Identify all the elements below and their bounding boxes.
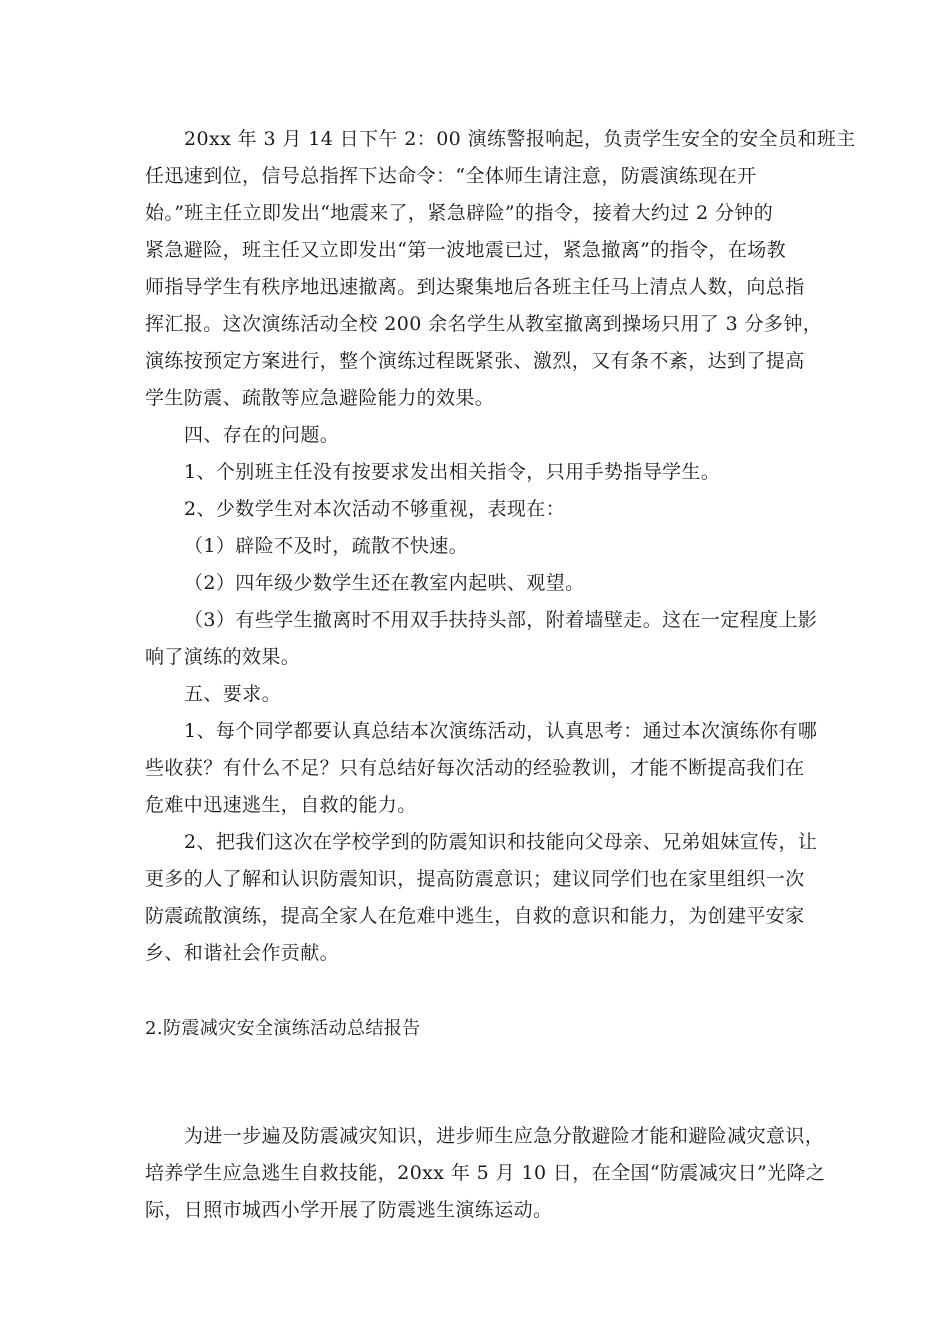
body-line: 防震疏散演练，提高全家人在危难中逃生，自救的意识和能力，为创建平安家 [145, 905, 805, 927]
body-line: 任迅速到位，信号总指挥下达命令：“全体师生请注意，防震演练现在开 [145, 165, 757, 187]
body-line: 挥汇报。这次演练活动全校 200 余名学生从教室撤离到操场只用了 3 分多钟， [145, 313, 823, 335]
requirement-item: 1、每个同学都要认真总结本次演练活动，认真思考：通过本次演练你有哪 [184, 720, 818, 742]
body-line: 始。”班主任立即发出“地震来了，紧急辟险”的指令，接着大约过 2 分钟的 [145, 202, 774, 224]
requirement-item: 2、把我们这次在学校学到的防震知识和技能向父母亲、兄弟姐妹宣传，让 [184, 831, 818, 853]
intro-line: 培养学生应急逃生自救技能，20xx 年 5 月 10 日，在全国“防震减灾日”光降之 [145, 1162, 826, 1184]
intro-line: 为进一步遍及防震减灾知识，进步师生应急分散避险才能和避险减灾意识， [184, 1125, 825, 1147]
intro-line: 际，日照市城西小学开展了防震逃生演练运动。 [145, 1199, 553, 1221]
body-line: 学生防震、疏散等应急避险能力的效果。 [145, 387, 495, 409]
body-line: 师指导学生有秩序地迅速撤离。到达聚集地后各班主任马上清点人数，向总指 [145, 276, 805, 298]
body-line: 乡、和谐社会作贡献。 [145, 942, 340, 964]
problem-subitem: （2）四年级少数学生还在教室内起哄、观望。 [184, 572, 585, 594]
section-heading: 2.防震减灾安全演练活动总结报告 [145, 1018, 421, 1039]
body-line: 更多的人了解和认识防震知识，提高防震意识；建议同学们也在家里组织一次 [145, 868, 805, 890]
body-line: 些收获？有什么不足？只有总结好每次活动的经验教训，才能不断提高我们在 [145, 757, 805, 779]
body-line: 响了演练的效果。 [145, 646, 301, 668]
body-line: 演练按预定方案进行，整个演练过程既紧张、激烈，又有条不紊，达到了提高 [145, 350, 805, 372]
body-line: 20xx 年 3 月 14 日下午 2：00 演练警报响起，负责学生安全的安全员和班主 [184, 128, 856, 150]
problem-item: 1、个别班主任没有按要求发出相关指令，只用手势指导学生。 [184, 461, 721, 483]
problem-item: 2、少数学生对本次活动不够重视，表现在： [184, 498, 566, 520]
section-title-requirements: 五、要求。 [184, 683, 282, 705]
problem-subitem: （3）有些学生撤离时不用双手扶持头部，附着墙壁走。这在一定程度上影 [184, 609, 818, 631]
problem-subitem: （1）辟险不及时，疏散不快速。 [184, 535, 469, 557]
body-line: 紧急避险，班主任又立即发出“第一波地震已过，紧急撤离”的指令，在场教 [145, 239, 787, 261]
section-title-problems: 四、存在的问题。 [184, 424, 340, 446]
body-line: 危难中迅速逃生，自救的能力。 [145, 794, 417, 816]
